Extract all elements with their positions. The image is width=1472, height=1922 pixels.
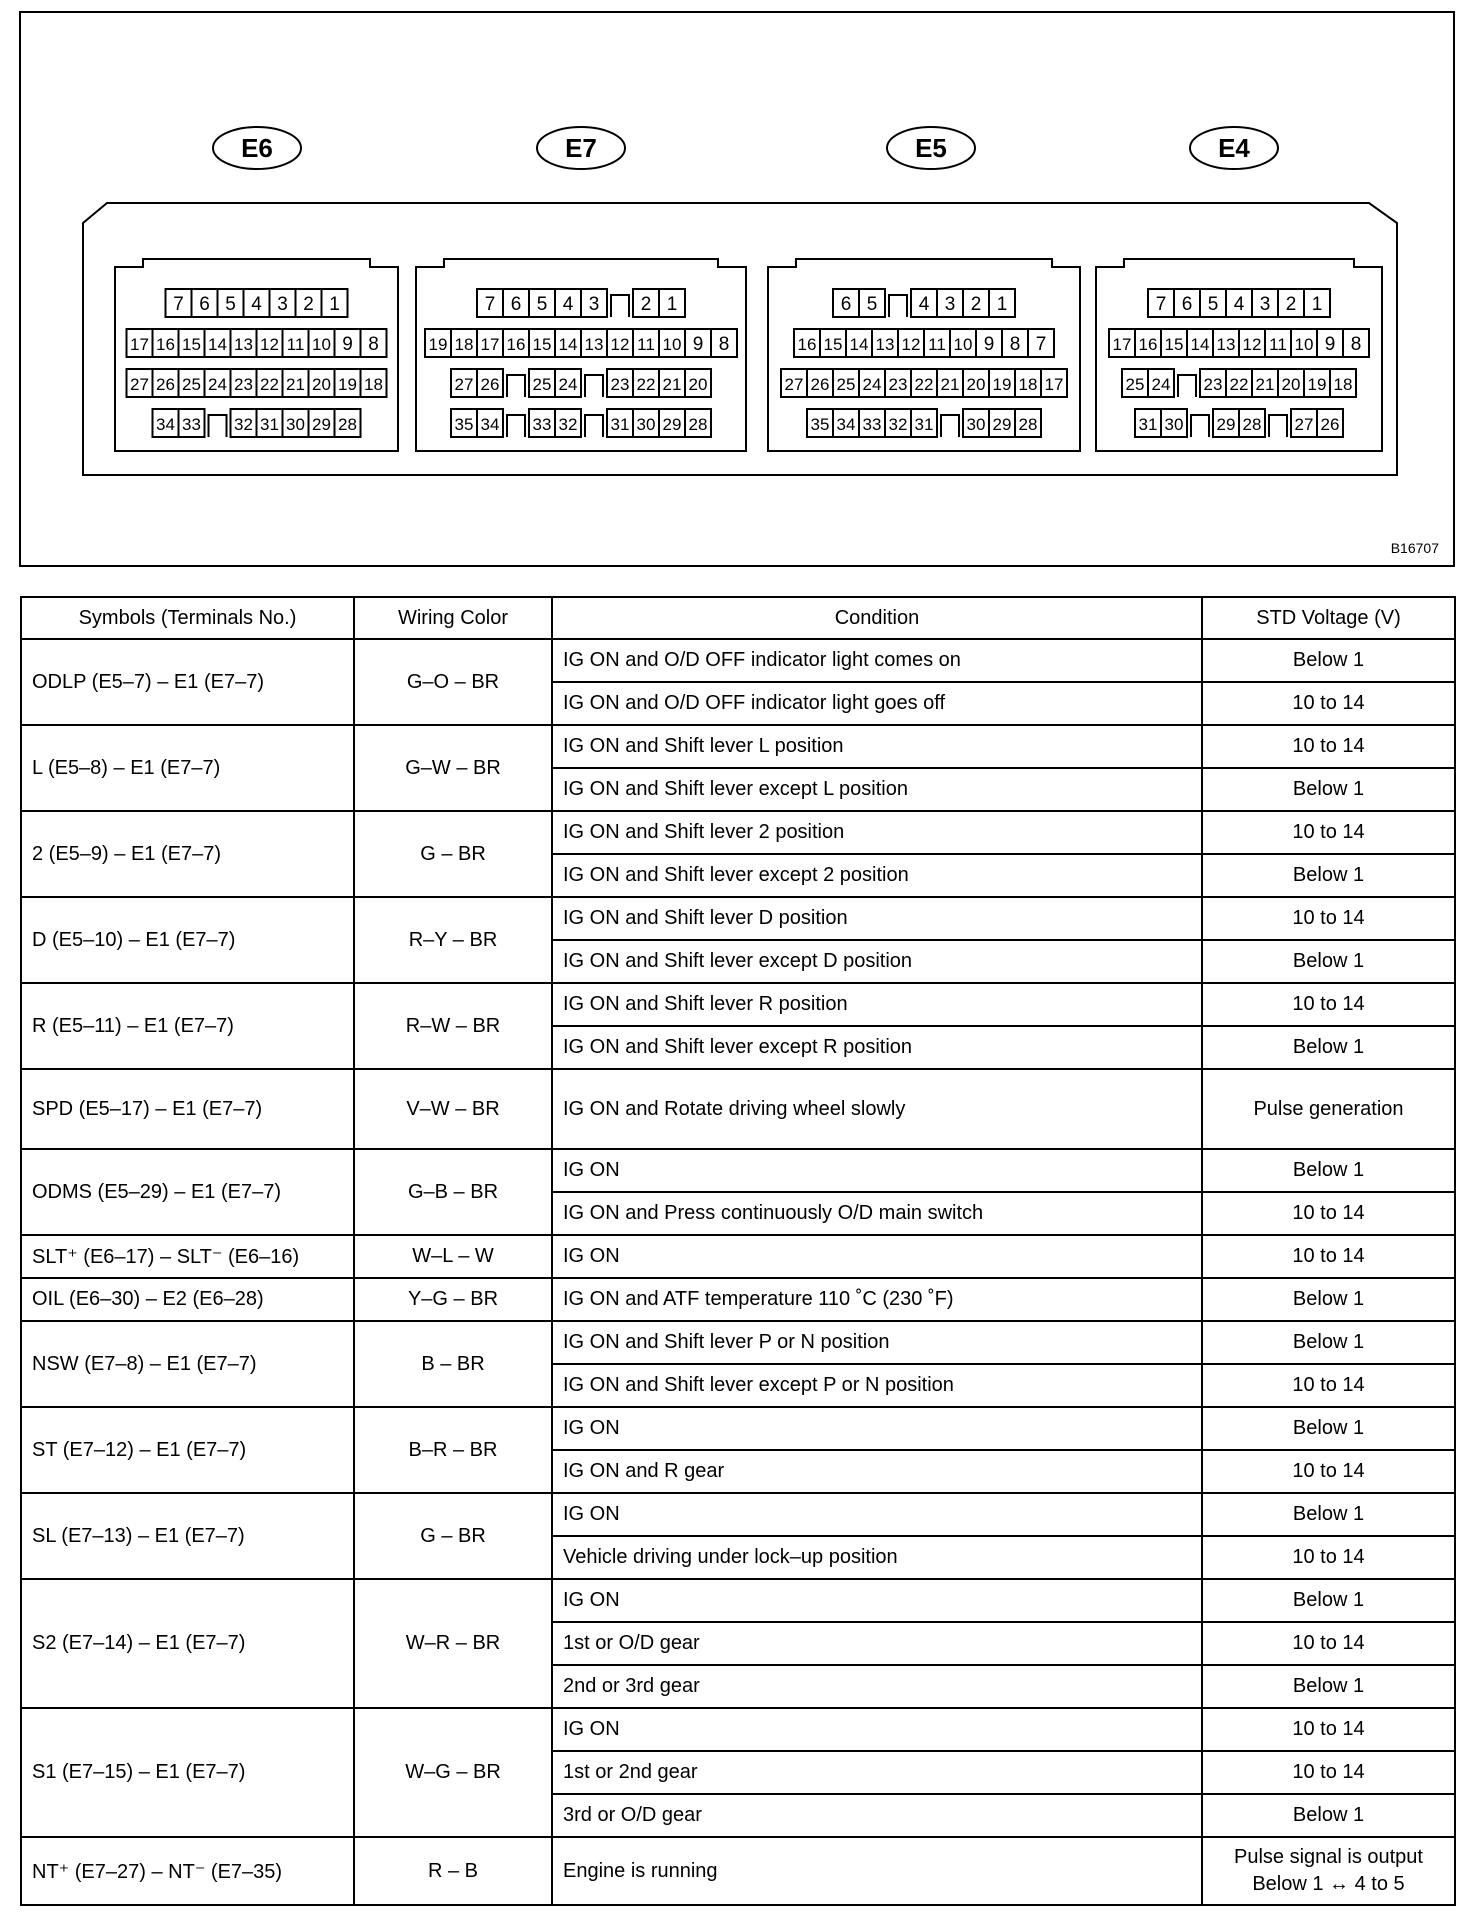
terminal-number: 32 <box>234 415 253 434</box>
terminal-number: 13 <box>875 335 895 354</box>
terminal-number: 5 <box>225 294 236 315</box>
terminal-number: 23 <box>1203 375 1223 394</box>
terminal-symbol: SL (E7–13) – E1 (E7–7) <box>21 1493 354 1579</box>
voltage-cell <box>1202 1708 1455 1751</box>
table-row <box>21 725 1455 768</box>
condition-cell: IG ON <box>552 1235 1202 1278</box>
terminal-number: 16 <box>797 335 817 354</box>
terminal-number: 15 <box>182 335 201 354</box>
table-row <box>21 639 1455 682</box>
terminal-number: 30 <box>636 415 656 434</box>
condition-cell: 2nd or 3rd gear <box>552 1665 1202 1708</box>
terminal-symbol: R (E5–11) – E1 (E7–7) <box>21 983 354 1069</box>
voltage-cell <box>1202 1665 1455 1708</box>
terminal-number: 11 <box>1269 335 1287 354</box>
connector-key-notch <box>585 415 603 437</box>
condition-cell: IG ON and Shift lever L position <box>552 725 1202 768</box>
terminal-symbol: SPD (E5–17) – E1 (E7–7) <box>21 1069 354 1149</box>
terminal-number: 34 <box>480 415 500 434</box>
condition-cell: IG ON and Rotate driving wheel slowly <box>552 1069 1202 1149</box>
terminal-number: 22 <box>260 375 279 394</box>
terminal-number: 18 <box>454 335 474 354</box>
voltage-cell <box>1202 1192 1455 1235</box>
terminal-number: 19 <box>992 375 1012 394</box>
terminal-number: 15 <box>1164 335 1184 354</box>
terminal-number: 29 <box>992 415 1012 434</box>
voltage-value: Below 1 <box>1292 778 1365 800</box>
header-symbols: Symbols (Terminals No.) <box>21 597 354 639</box>
terminal-number: 20 <box>312 375 331 394</box>
voltage-cell <box>1202 940 1455 983</box>
terminal-number: 31 <box>1138 415 1158 434</box>
connector-drawing <box>21 13 1453 565</box>
header-std-voltage: STD Voltage (V) <box>1202 597 1455 639</box>
terminal-number: 17 <box>1044 375 1064 394</box>
terminal-number: 32 <box>888 415 908 434</box>
voltage-cell <box>1202 1493 1455 1536</box>
terminal-number: 18 <box>1333 375 1353 394</box>
condition-cell: IG ON and Shift lever 2 position <box>552 811 1202 854</box>
terminal-number: 16 <box>506 335 526 354</box>
terminal-symbol: D (E5–10) – E1 (E7–7) <box>21 897 354 983</box>
connector-key-notch <box>889 295 907 317</box>
voltage-value: 10 to 14 <box>1292 1761 1365 1783</box>
terminal-number: 8 <box>1009 334 1021 355</box>
terminal-number: 19 <box>428 335 448 354</box>
condition-cell: IG ON and Shift lever except D position <box>552 940 1202 983</box>
terminal-number: 20 <box>1281 375 1301 394</box>
condition-cell: IG ON <box>552 1579 1202 1622</box>
terminal-number: 9 <box>1324 334 1336 355</box>
terminal-symbol: L (E5–8) – E1 (E7–7) <box>21 725 354 811</box>
voltage-value: Below 1 <box>1292 1503 1365 1525</box>
terminal-number: 18 <box>1018 375 1038 394</box>
header-condition: Condition <box>552 597 1202 639</box>
terminal-number: 8 <box>718 334 730 355</box>
connector-label: E4 <box>1218 133 1250 163</box>
terminal-number: 23 <box>610 375 630 394</box>
wiring-color: W–R – BR <box>354 1579 552 1708</box>
voltage-value: 10 to 14 <box>1292 1374 1365 1396</box>
terminal-number: 24 <box>1151 375 1171 394</box>
terminal-number: 13 <box>1216 335 1236 354</box>
terminal-number: 11 <box>637 335 655 354</box>
terminal-number: 26 <box>156 375 175 394</box>
table-body <box>21 639 1455 1905</box>
condition-cell: 3rd or O/D gear <box>552 1794 1202 1837</box>
voltage-cell <box>1202 1069 1455 1149</box>
voltage-cell <box>1202 768 1455 811</box>
wiring-color: G–O – BR <box>354 639 552 725</box>
condition-cell: IG ON and R gear <box>552 1450 1202 1493</box>
wiring-color: R–Y – BR <box>354 897 552 983</box>
terminal-number: 28 <box>1242 415 1262 434</box>
terminal-number: 10 <box>953 335 973 354</box>
terminal-number: 4 <box>1233 294 1245 315</box>
connector-key-notch <box>941 415 959 437</box>
terminal-number: 8 <box>368 334 379 355</box>
terminal-number: 17 <box>1112 335 1132 354</box>
terminal-number: 33 <box>862 415 882 434</box>
table-header-row <box>21 597 1455 639</box>
connector-label: E6 <box>241 133 273 163</box>
voltage-cell <box>1202 639 1455 682</box>
voltage-value: Below 1 <box>1292 649 1365 671</box>
terminal-symbol: 2 (E5–9) – E1 (E7–7) <box>21 811 354 897</box>
terminal-number: 28 <box>688 415 708 434</box>
voltage-cell <box>1202 725 1455 768</box>
terminal-number: 9 <box>342 334 353 355</box>
wiring-color: B–R – BR <box>354 1407 552 1493</box>
voltage-cell <box>1202 897 1455 940</box>
voltage-value: Below 1 <box>1292 1804 1365 1826</box>
table-row <box>21 1069 1455 1149</box>
terminal-number: 15 <box>823 335 843 354</box>
terminal-number: 5 <box>536 294 548 315</box>
voltage-value: 10 to 14 <box>1292 735 1365 757</box>
condition-cell: IG ON and O/D OFF indicator light goes off <box>552 682 1202 725</box>
connector-label: E5 <box>915 133 947 163</box>
condition-cell: IG ON and Shift lever R position <box>552 983 1202 1026</box>
voltage-cell <box>1202 1450 1455 1493</box>
connector-key-notch <box>585 375 603 397</box>
voltage-value: Below 1 <box>1292 1417 1365 1439</box>
terminal-number: 12 <box>901 335 921 354</box>
terminal-number: 25 <box>836 375 856 394</box>
terminal-number: 4 <box>562 294 574 315</box>
voltage-value: Below 1 <box>1292 950 1365 972</box>
table-row <box>21 1278 1455 1321</box>
terminal-number: 19 <box>338 375 357 394</box>
terminal-symbol: SLT⁺ (E6–17) – SLT⁻ (E6–16) <box>21 1235 354 1278</box>
terminal-number: 20 <box>966 375 986 394</box>
voltage-value: 10 to 14 <box>1292 1460 1365 1482</box>
terminal-number: 27 <box>1294 415 1314 434</box>
connector-label: E7 <box>565 133 597 163</box>
terminal-number: 35 <box>454 415 474 434</box>
terminal-number: 35 <box>810 415 830 434</box>
terminal-number: 9 <box>983 334 995 355</box>
terminal-number: 22 <box>1229 375 1249 394</box>
wiring-color: Y–G – BR <box>354 1278 552 1321</box>
terminal-number: 7 <box>484 294 496 315</box>
terminal-number: 26 <box>480 375 500 394</box>
terminal-number: 25 <box>1125 375 1145 394</box>
terminal-number: 2 <box>1285 294 1297 315</box>
voltage-value: Below 1 <box>1292 1036 1365 1058</box>
voltage-value: Below 1 <box>1292 1288 1365 1310</box>
terminal-number: 3 <box>277 294 288 315</box>
voltage-cell <box>1202 1579 1455 1622</box>
voltage-value: Below 1 <box>1292 1675 1365 1697</box>
condition-cell: IG ON and Shift lever except L position <box>552 768 1202 811</box>
terminal-number: 16 <box>1138 335 1158 354</box>
wiring-color: G – BR <box>354 811 552 897</box>
voltage-value: 10 to 14 <box>1292 821 1365 843</box>
terminal-number: 31 <box>260 415 279 434</box>
terminal-number: 30 <box>1164 415 1184 434</box>
terminal-number: 14 <box>208 335 227 354</box>
terminal-number: 21 <box>1255 375 1275 394</box>
terminal-number: 1 <box>996 294 1008 315</box>
terminal-number: 3 <box>1259 294 1271 315</box>
voltage-cell <box>1202 1751 1455 1794</box>
condition-cell: IG ON and Shift lever except R position <box>552 1026 1202 1069</box>
voltage-cell <box>1202 1235 1455 1278</box>
voltage-cell <box>1202 1407 1455 1450</box>
voltage-cell <box>1202 1278 1455 1321</box>
terminal-number: 24 <box>862 375 882 394</box>
terminal-symbol: NSW (E7–8) – E1 (E7–7) <box>21 1321 354 1407</box>
connector-key-notch <box>1191 415 1209 437</box>
table-row <box>21 1149 1455 1192</box>
voltage-cell <box>1202 1536 1455 1579</box>
terminal-number: 14 <box>849 335 869 354</box>
voltage-value: Below 1 <box>1292 1159 1365 1181</box>
terminal-number: 6 <box>1181 294 1193 315</box>
terminal-number: 3 <box>944 294 956 315</box>
condition-cell: IG ON and ATF temperature 110 ˚C (230 ˚F) <box>552 1278 1202 1321</box>
terminal-number: 18 <box>364 375 383 394</box>
table-row <box>21 1407 1455 1450</box>
condition-cell: 1st or O/D gear <box>552 1622 1202 1665</box>
terminal-number: 24 <box>208 375 227 394</box>
voltage-value: Below 1 <box>1292 864 1365 886</box>
terminal-number: 2 <box>640 294 652 315</box>
condition-cell: IG ON <box>552 1149 1202 1192</box>
terminal-symbol: ST (E7–12) – E1 (E7–7) <box>21 1407 354 1493</box>
terminal-number: 17 <box>130 335 149 354</box>
terminal-number: 13 <box>234 335 253 354</box>
voltage-value: Below 1 <box>1292 1331 1365 1353</box>
wiring-color: W–G – BR <box>354 1708 552 1837</box>
terminal-number: 19 <box>1307 375 1327 394</box>
condition-cell: 1st or 2nd gear <box>552 1751 1202 1794</box>
terminal-number: 28 <box>338 415 357 434</box>
terminal-number: 34 <box>836 415 856 434</box>
terminal-number: 25 <box>532 375 552 394</box>
terminal-number: 6 <box>199 294 210 315</box>
terminal-number: 10 <box>662 335 682 354</box>
table-row <box>21 1493 1455 1536</box>
terminal-number: 33 <box>532 415 552 434</box>
terminal-number: 22 <box>914 375 934 394</box>
terminal-number: 12 <box>610 335 630 354</box>
terminal-number: 1 <box>666 294 678 315</box>
terminal-number: 24 <box>558 375 578 394</box>
terminal-number: 5 <box>1207 294 1219 315</box>
terminal-number: 11 <box>286 335 305 354</box>
condition-cell: IG ON <box>552 1493 1202 1536</box>
terminal-number: 7 <box>1155 294 1167 315</box>
terminal-number: 10 <box>1294 335 1314 354</box>
terminal-number: 2 <box>303 294 314 315</box>
terminal-number: 6 <box>510 294 522 315</box>
wiring-color: G–B – BR <box>354 1149 552 1235</box>
condition-cell: Vehicle driving under lock–up position <box>552 1536 1202 1579</box>
terminal-number: 5 <box>866 294 878 315</box>
terminal-number: 30 <box>966 415 986 434</box>
terminal-symbol: ODLP (E5–7) – E1 (E7–7) <box>21 639 354 725</box>
voltage-cell <box>1202 682 1455 725</box>
table-row <box>21 1708 1455 1751</box>
table-row <box>21 1837 1455 1905</box>
terminal-number: 27 <box>784 375 804 394</box>
terminal-number: 23 <box>234 375 253 394</box>
condition-cell: IG ON and Shift lever D position <box>552 897 1202 940</box>
condition-cell: IG ON and Shift lever P or N position <box>552 1321 1202 1364</box>
terminal-number: 11 <box>928 335 946 354</box>
voltage-cell <box>1202 1364 1455 1407</box>
terminal-number: 25 <box>182 375 201 394</box>
terminal-number: 29 <box>1216 415 1236 434</box>
voltage-value: 10 to 14 <box>1292 993 1365 1015</box>
voltage-value: Pulse generation <box>1253 1097 1404 1120</box>
terminal-number: 6 <box>840 294 852 315</box>
terminal-number: 28 <box>1018 415 1038 434</box>
voltage-cell <box>1202 1149 1455 1192</box>
voltage-cell <box>1202 983 1455 1026</box>
terminal-number: 23 <box>888 375 908 394</box>
terminal-number: 31 <box>914 415 934 434</box>
terminal-number: 30 <box>286 415 305 434</box>
terminal-symbol: S1 (E7–15) – E1 (E7–7) <box>21 1708 354 1837</box>
terminal-number: 26 <box>1320 415 1340 434</box>
condition-cell: IG ON and O/D OFF indicator light comes on <box>552 639 1202 682</box>
terminal-number: 9 <box>692 334 704 355</box>
terminal-symbol: S2 (E7–14) – E1 (E7–7) <box>21 1579 354 1708</box>
voltage-value: 10 to 14 <box>1292 1546 1365 1568</box>
terminal-number: 14 <box>1190 335 1210 354</box>
table-row <box>21 1235 1455 1278</box>
terminal-number: 27 <box>454 375 474 394</box>
terminal-number: 21 <box>940 375 960 394</box>
voltage-value: 10 to 14 <box>1292 907 1365 929</box>
wiring-color: R–W – BR <box>354 983 552 1069</box>
terminal-number: 21 <box>286 375 305 394</box>
wiring-color: V–W – BR <box>354 1069 552 1149</box>
connector-diagram <box>19 11 1455 567</box>
terminal-number: 14 <box>558 335 578 354</box>
voltage-value: 10 to 14 <box>1292 1632 1365 1654</box>
terminal-number: 32 <box>558 415 578 434</box>
voltage-value-secondary: Below 1 ↔ 4 to 5 <box>1252 1873 1405 1895</box>
terminal-number: 7 <box>173 294 184 315</box>
terminal-number: 1 <box>1311 294 1323 315</box>
wiring-color: B – BR <box>354 1321 552 1407</box>
connector-key-notch <box>611 295 629 317</box>
terminal-voltage-table <box>20 596 1456 1906</box>
terminal-number: 10 <box>312 335 331 354</box>
voltage-cell <box>1202 1321 1455 1364</box>
condition-cell: Engine is running <box>552 1837 1202 1905</box>
terminal-symbol: NT⁺ (E7–27) – NT⁻ (E7–35) <box>21 1837 354 1905</box>
voltage-value: 10 to 14 <box>1292 1202 1365 1224</box>
terminal-number: 27 <box>130 375 149 394</box>
condition-cell: IG ON and Shift lever except 2 position <box>552 854 1202 897</box>
terminal-number: 4 <box>918 294 930 315</box>
header-wiring-color: Wiring Color <box>354 597 552 639</box>
table-row <box>21 811 1455 854</box>
voltage-cell <box>1202 1026 1455 1069</box>
terminal-number: 29 <box>662 415 682 434</box>
wiring-color: G – BR <box>354 1493 552 1579</box>
figure-code: B16707 <box>1390 540 1439 556</box>
connector-key-notch <box>209 415 227 437</box>
terminal-number: 20 <box>688 375 708 394</box>
condition-cell: IG ON <box>552 1708 1202 1751</box>
connector-key-notch <box>1269 415 1287 437</box>
terminal-number: 12 <box>1242 335 1262 354</box>
table-row <box>21 1579 1455 1622</box>
connector-key-notch <box>507 375 525 397</box>
terminal-number: 17 <box>480 335 500 354</box>
terminal-symbol: OIL (E6–30) – E2 (E6–28) <box>21 1278 354 1321</box>
voltage-cell <box>1202 1837 1455 1905</box>
table-row <box>21 897 1455 940</box>
table-row <box>21 983 1455 1026</box>
voltage-value: Below 1 <box>1292 1589 1365 1611</box>
terminal-table-container <box>20 596 1454 1906</box>
terminal-number: 22 <box>636 375 656 394</box>
terminal-number: 15 <box>532 335 552 354</box>
condition-cell: IG ON and Press continuously O/D main switch <box>552 1192 1202 1235</box>
terminal-symbol: ODMS (E5–29) – E1 (E7–7) <box>21 1149 354 1235</box>
wiring-color: R – B <box>354 1837 552 1905</box>
terminal-number: 33 <box>182 415 201 434</box>
terminal-number: 12 <box>260 335 279 354</box>
wiring-color: W–L – W <box>354 1235 552 1278</box>
terminal-number: 34 <box>156 415 175 434</box>
terminal-number: 3 <box>588 294 600 315</box>
voltage-cell <box>1202 1794 1455 1837</box>
terminal-number: 1 <box>329 294 340 315</box>
terminal-number: 26 <box>810 375 830 394</box>
voltage-value: Pulse signal is output <box>1233 1846 1423 1868</box>
terminal-number: 4 <box>251 294 262 315</box>
terminal-number: 21 <box>662 375 682 394</box>
voltage-value: 10 to 14 <box>1292 1718 1365 1740</box>
voltage-value: 10 to 14 <box>1292 1245 1365 1267</box>
voltage-cell <box>1202 854 1455 897</box>
connector-key-notch <box>507 415 525 437</box>
terminal-number: 2 <box>970 294 982 315</box>
terminal-number: 13 <box>584 335 604 354</box>
terminal-number: 8 <box>1350 334 1362 355</box>
wiring-color: G–W – BR <box>354 725 552 811</box>
terminal-number: 7 <box>1035 334 1047 355</box>
condition-cell: IG ON <box>552 1407 1202 1450</box>
voltage-cell <box>1202 1622 1455 1665</box>
terminal-number: 29 <box>312 415 331 434</box>
condition-cell: IG ON and Shift lever except P or N position <box>552 1364 1202 1407</box>
voltage-cell <box>1202 811 1455 854</box>
terminal-number: 16 <box>156 335 175 354</box>
table-row <box>21 1321 1455 1364</box>
terminal-number: 31 <box>610 415 630 434</box>
connector-key-notch <box>1178 375 1196 397</box>
voltage-value: 10 to 14 <box>1292 692 1365 714</box>
